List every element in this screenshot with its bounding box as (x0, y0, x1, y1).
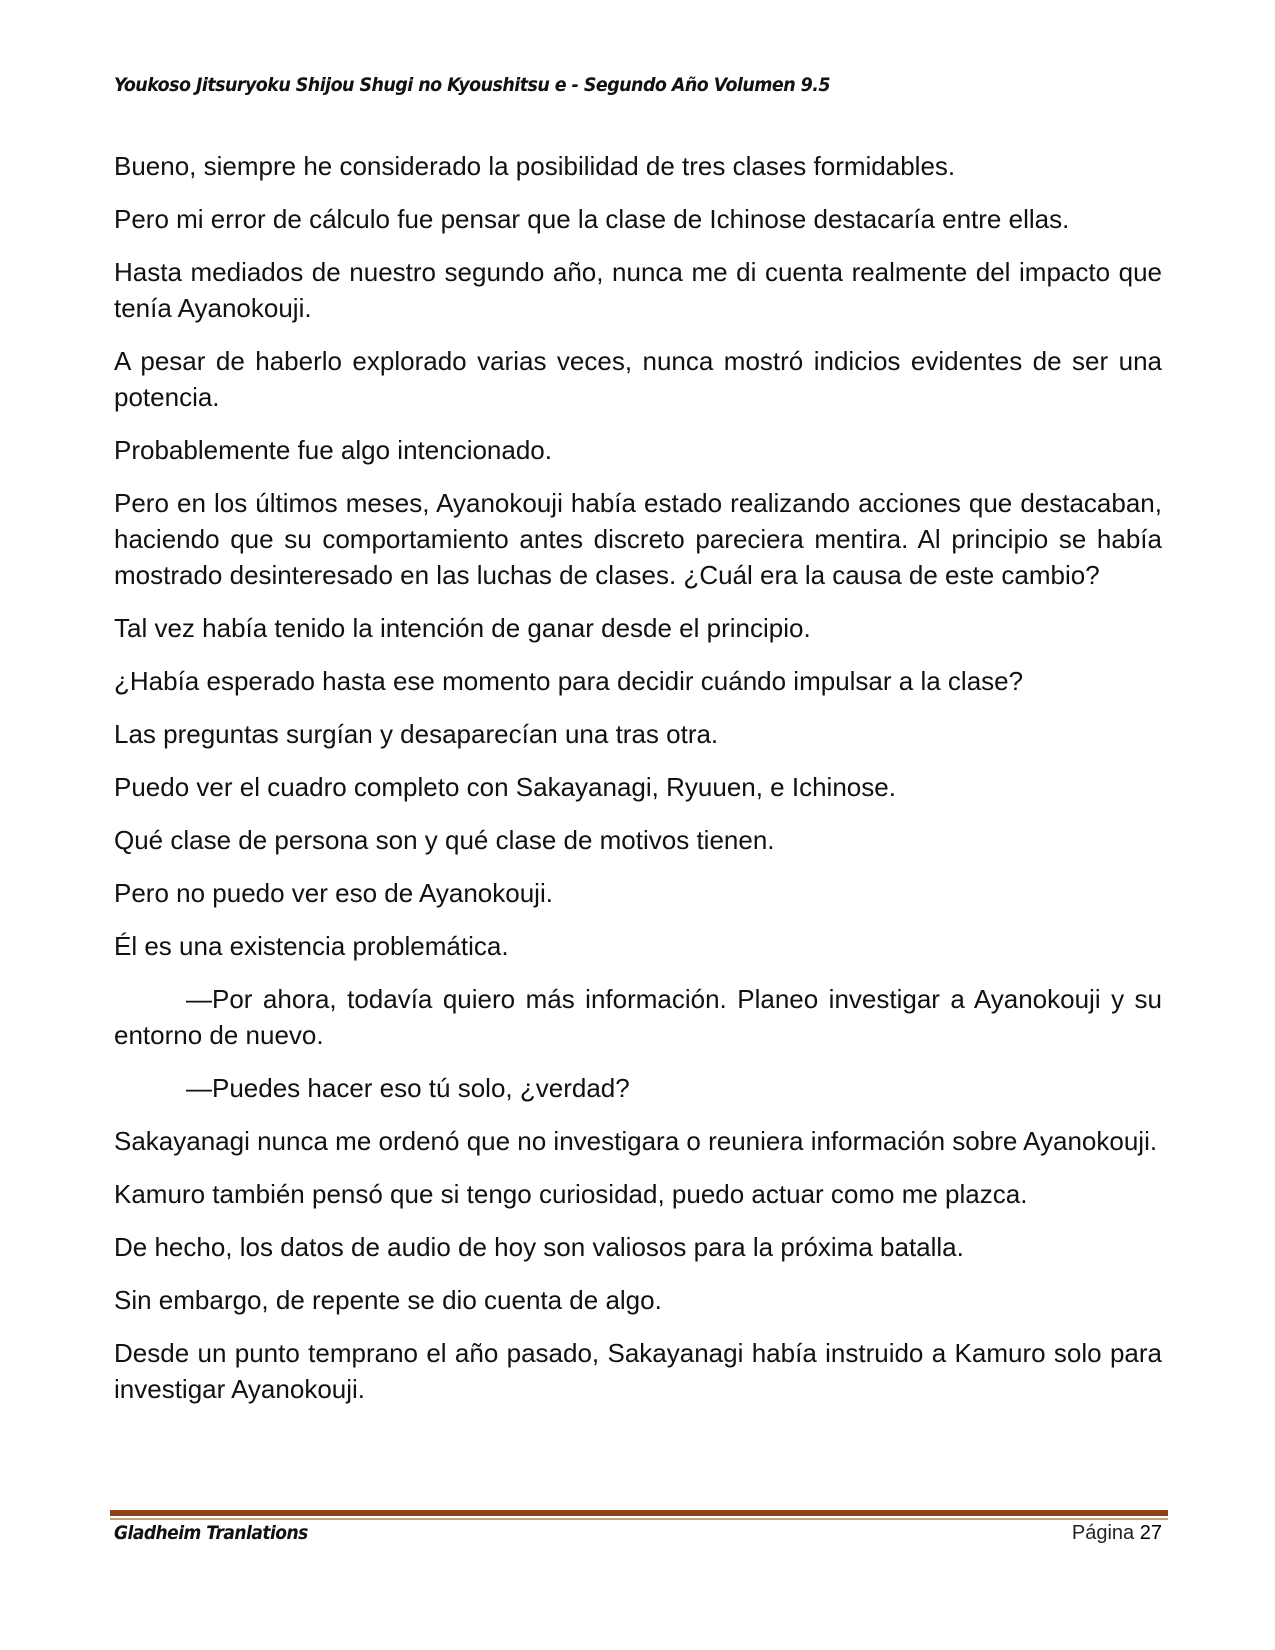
paragraph: Qué clase de persona son y qué clase de motivos tienen. (114, 825, 775, 855)
paragraph: Las preguntas surgían y desaparecían una tras otra. (114, 719, 719, 749)
footer-divider (110, 1510, 1168, 1520)
paragraph: Kamuro también pensó que si tengo curiosidad, puedo actuar como me plazca. (114, 1179, 1028, 1209)
paragraph: Pero no puedo ver eso de Ayanokouji. (114, 878, 553, 908)
paragraph: —Por ahora, todavía quiero más información. Planeo investigar a Ayanokouji y su entorno de nuevo. (114, 984, 1162, 1050)
page-number (1072, 1522, 1162, 1545)
paragraph: De hecho, los datos de audio de hoy son valiosos para la próxima batalla. (114, 1232, 964, 1262)
footer-credit: Gladheim Tranlations (114, 1522, 308, 1544)
paragraph: Él es una existencia problemática. (114, 931, 509, 961)
paragraph: Desde un punto temprano el año pasado, Sakayanagi había instruido a Kamuro solo para investigar Ayanokouji. (114, 1338, 1162, 1404)
paragraph: A pesar de haberlo explorado varias veces, nunca mostró indicios evidentes de ser una potencia. (114, 346, 1162, 412)
running-header: Youkoso Jitsuryoku Shijou Shugi no Kyoushitsu e - Segundo Año Volumen 9.5 (114, 74, 830, 96)
paragraph: Pero mi error de cálculo fue pensar que la clase de Ichinose destacaría entre ellas. (114, 204, 1070, 234)
page-number-value: 27 (1139, 1522, 1162, 1544)
paragraph: Sin embargo, de repente se dio cuenta de algo. (114, 1285, 662, 1315)
paragraph: Tal vez había tenido la intención de ganar desde el principio. (114, 613, 811, 643)
paragraph: Bueno, siempre he considerado la posibilidad de tres clases formidables. (114, 151, 956, 181)
page-label: Página (1071, 1522, 1135, 1544)
paragraph: Pero en los últimos meses, Ayanokouji había estado realizando acciones que destacaban, haciendo que su comportamiento antes discreto pareciera mentira. Al principio se había mostrado desinteresado en las luchas de clases. ¿Cuál era la causa de este cambio? (114, 488, 1162, 590)
paragraph: Hasta mediados de nuestro segundo año, nunca me di cuenta realmente del impacto que tenía Ayanokouji. (114, 257, 1162, 323)
page-body (114, 148, 1162, 1424)
paragraph: Puedo ver el cuadro completo con Sakayanagi, Ryuuen, e Ichinose. (114, 772, 896, 802)
paragraph: Sakayanagi nunca me ordenó que no investigara o reuniera información sobre Ayanokouji. (114, 1126, 1158, 1156)
paragraph: Probablemente fue algo intencionado. (114, 435, 552, 465)
paragraph: ¿Había esperado hasta ese momento para decidir cuándo impulsar a la clase? (114, 666, 1024, 696)
paragraph: —Puedes hacer eso tú solo, ¿verdad? (186, 1073, 630, 1103)
